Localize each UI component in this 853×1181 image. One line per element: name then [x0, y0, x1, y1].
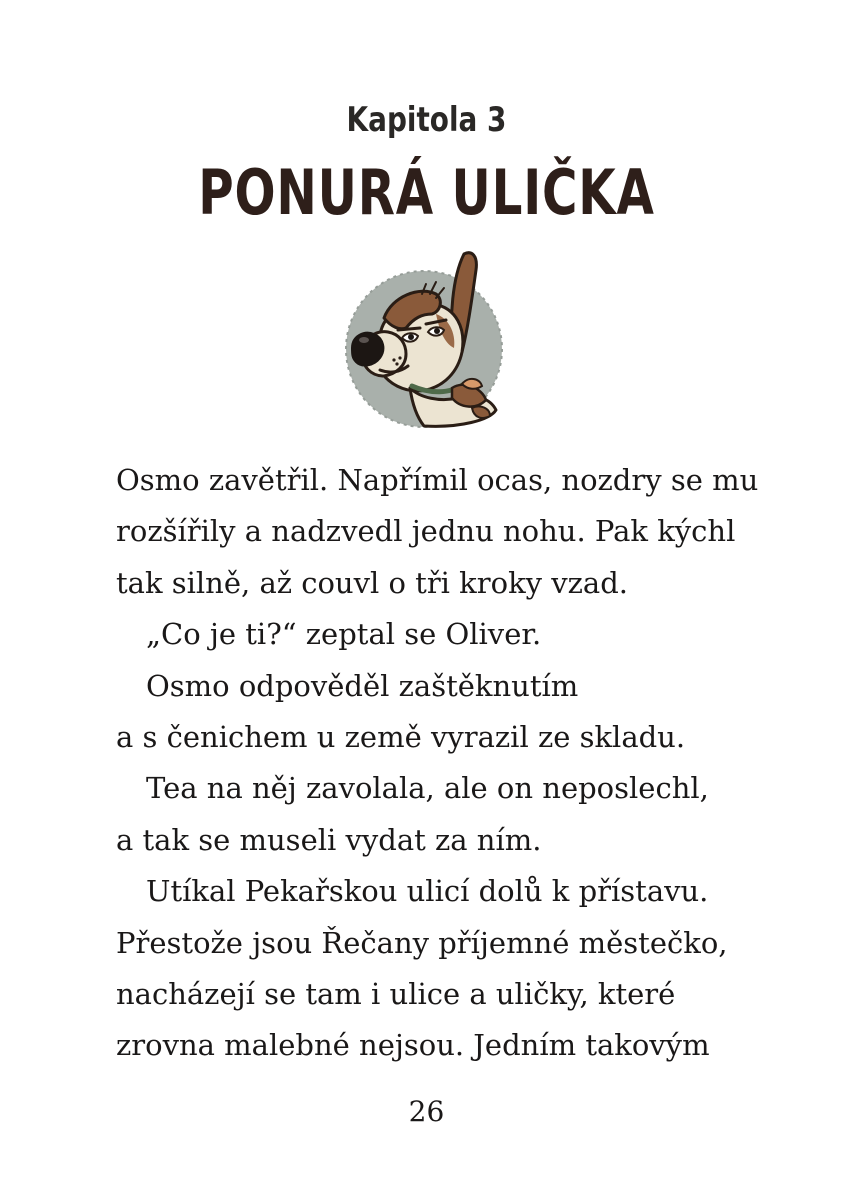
chapter-title: PONURÁ ULIČKA — [198, 156, 655, 229]
text-line: a s čenichem u země vyrazil ze skladu. — [116, 720, 686, 755]
page-number: 26 — [408, 1095, 445, 1128]
text-line: Tea na něj zavolala, ale on neposlechl, — [146, 771, 709, 806]
chapter-body-text — [116, 455, 759, 1072]
dog-nose — [352, 333, 383, 366]
text-line: tak silně, až couvl o tři kroky vzad. — [116, 565, 628, 600]
text-line: „Co je ti?“ zeptal se Oliver. — [146, 617, 542, 652]
dog-portrait-icon — [340, 248, 510, 433]
text-line: rozšířily a nadzvedl jednu nohu. Pak kýchl — [116, 514, 736, 549]
chapter-label: Kapitola 3 — [346, 100, 507, 140]
text-line: Osmo odpověděl zaštěknutím — [146, 668, 579, 703]
text-line: Utíkal Pekařskou ulicí dolů k přístavu. — [146, 874, 709, 909]
text-line: Přestože jsou Řečany příjemné městečko, — [116, 925, 728, 960]
text-line: a tak se museli vydat za ním. — [116, 822, 542, 857]
text-line: nacházejí se tam i ulice a uličky, které — [116, 977, 676, 1012]
text-line: Osmo zavětřil. Napřímil ocas, nozdry se mu — [116, 463, 759, 497]
text-line: zrovna malebné nejsou. Jedním takovým — [116, 1028, 710, 1063]
